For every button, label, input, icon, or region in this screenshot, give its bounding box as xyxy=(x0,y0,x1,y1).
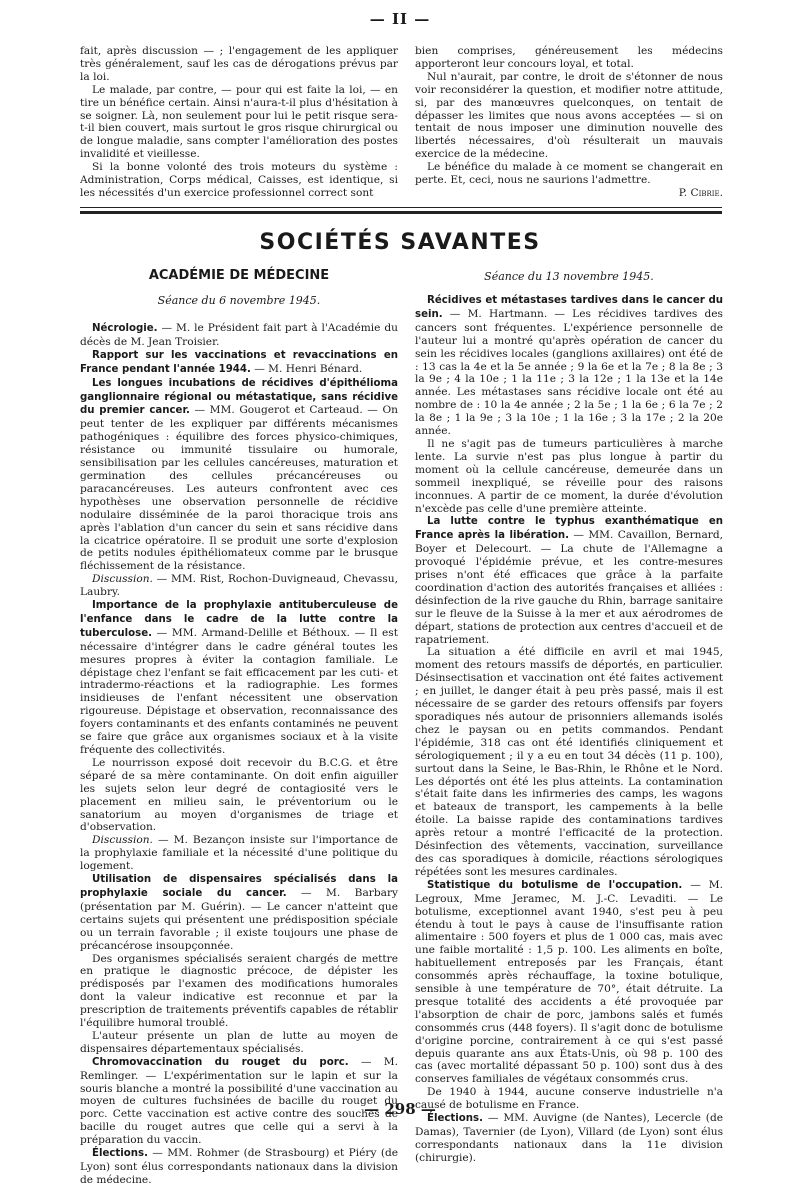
right-column xyxy=(415,294,723,1165)
article-text: — MM. Armand-Delille et Béthoux. — Il est nécessaire d'intégrer dans le cadre général toutes les mesures propres à éviter la contagion familiale. Le dépistage chez l'enfant se fait efficacement par les cuti- et intradermo-réactions et la radiographie. Les formes insidieuses de l'enfant nécessitent une observation rigoureuse. Dépistage et observation, reconnaissance des foyers contaminants et des enfants contaminés ne peuvent se faire que grâce aux organismes sociaux et à la visite fréquente des collectivités. xyxy=(80,626,398,756)
discussion xyxy=(80,573,398,599)
paragraph: Si la bonne volonté des trois moteurs du système : Administration, Corps médical, Caisses, est identique, si les nécessités d'un exercice professionnel correct sont xyxy=(80,161,398,199)
article xyxy=(80,377,398,574)
section-divider-thick xyxy=(80,211,722,214)
article-text: — M. Barbary (présentation par M. Guérin). — Le cancer n'atteint que certains sujets qui présentent une prédisposition spéciale ou un terrain favorable ; il existe toujours une phase de précancérose insoupçonnée. xyxy=(80,886,398,952)
session-date-left: Séance du 6 novembre 1945. xyxy=(157,294,321,307)
session-date-right: Séance du 13 novembre 1945. xyxy=(484,270,654,283)
paragraph: bien comprises, généreusement les médecins apporteront leur concours loyal, et total. xyxy=(415,45,723,70)
author-signature: P. Cibrie. xyxy=(678,186,723,199)
article xyxy=(415,879,723,1087)
article-text: — M. Hartmann. — Les récidives tardives des cancers sont fréquentes. L'expérience personnelle de l'auteur lui a montré qu'après opération de cancer du sein les récidives locales (ganglions axillaires) ont été de : 13 cas la 4e et la 5e année ; 9 la 6e et la 7e ; 8 la 8e ; 3 la 9e ; 4 la 10e ; 1 la 11e ; 3 la 12e ; 1 la 13e et la 14e année. Les métastases sans récidive locale ont été au nombre de : 10 la 4e année ; 2 la 5e ; 1 la 6e ; 6 la 7e ; 2 la 8e ; 1 la 9e ; 3 la 10e ; 1 la 16e ; 3 la 17e ; 2 la 20e année. xyxy=(415,307,723,438)
article-text: — MM. Rohmer (de Strasbourg) et Piéry (de Lyon) sont élus correspondants nationaux dans la division de médecine. xyxy=(80,1147,398,1186)
page-number: — 298 — xyxy=(364,1100,436,1118)
paragraph: Il ne s'agit pas de tumeurs particulières à marche lente. La survie n'est pas plus longue à partir du moment où la cellule cancéreuse, demeurée dans un sommeil inexpliqué, se réveille pour des raisons inconnues. A partir de ce moment, la durée d'évolution n'excède pas celle d'une première atteinte. xyxy=(415,437,723,515)
article-heading: Nécrologie. xyxy=(92,323,158,334)
article-heading: Utilisation de dispensaires spécialisés dans la prophylaxie sociale du cancer. xyxy=(80,874,398,899)
discussion-label: Discussion. xyxy=(92,834,153,847)
article-text: — M. Remlinger. — L'expérimentation sur le lapin et sur la souris blanche a montré la possibilité d'une vaccination au moyen de cultures fuchsinées de bacille du rouget du porc. Cette vaccination est active contre des souches de bacille du rouget autres que celle qui a servi à la préparation du vaccin. xyxy=(80,1055,399,1147)
article-text: — M. le Président fait part à l'Académie du décès de M. Jean Troisier. xyxy=(80,322,398,348)
article-text: — MM. Auvigne (de Nantes), Lecercle (de Damas), Tavernier (de Lyon), Villard (de Lyon) sont élus correspondants nationaux dans la 11e division (chirurgie). xyxy=(415,1112,723,1164)
article-heading: Importance de la prophylaxie antituberculeuse de l'enfance dans le cadre de la lutte contre la tuberculose. xyxy=(80,600,398,639)
article-heading: Élections. xyxy=(92,1148,148,1160)
top-right-column xyxy=(415,45,723,200)
article-heading: Élections. xyxy=(427,1113,483,1125)
paragraph: fait, après discussion — ; l'engagement de les appliquer très généralement, sauf les cas de dérogations prévus par la loi. xyxy=(80,45,398,83)
discussion xyxy=(80,834,398,873)
article-text: — M. Legroux, Mme Jeramec, M. J.-C. Levaditi. — Le botulisme, exceptionnel avant 1940, s'est peu à peu étendu à tout le pays à cause de l'insuffisante ration alimentaire : 500 foyers et plus de 1 000 cas, mais avec une faible mortalité : 1,5 p. 100. Les aliments en boîte, habituellement entreposés par les Français, étant consommés après réchauffage, la toxine botulique, sensible à une température de 70°, était détruite. La presque totalité des accidents a été provoquée par l'absorption de chair de porc, jambons salés et fumés consommés crus (448 foyers). Il s'agit donc de botulisme d'origine porcine, contrairement à ce qui s'est passé depuis quarante ans aux États-Unis, où 98 p. 100 des cas (avec mortalité dépassant 50 p. 100) sont dus à des conserves familiales de végétaux consommés crus. xyxy=(415,878,723,1086)
top-left-column xyxy=(80,45,398,200)
left-column xyxy=(80,322,398,1187)
article-heading: Rapport sur les vaccinations et revaccinations en France pendant l'année 1944. xyxy=(80,349,398,375)
paragraph: La situation a été difficile en avril et mai 1945, moment des retours massifs de déportés, en particulier. Désinsectisation et vaccination ont été faites activement ; en juillet, le danger était à peu près passé, mais il est nécessaire de se garder des retours offensifs par foyers sporadiques nés autour de prisonniers allemands isolés chez le paysan ou en petits commandos. Pendant l'épidémie, 318 cas ont été identifiés cliniquement et sérologiquement ; il y a eu en tout 34 décès (11 p. 100), surtout dans la Seine, le Bas-Rhin, le Rhône et le Nord. Les déportés ont été les plus atteints. La contamination s'était faite dans les infirmeries des camps, les wagons et bateaux de transport, les campements à la belle étoile. La baisse rapide des contaminations tardives après retour a montré l'efficacité de la protection. Désinfection des vêtements, vaccination, surveillance des cas sporadiques à domicile, réactions sérologiques répétées sont les mesures cardinales. xyxy=(415,646,723,878)
discussion-text: — M. Bezançon insiste sur l'importance de la prophylaxie familiale et la nécessité d'une politique du logement. xyxy=(80,834,398,873)
paragraph: De 1940 à 1944, aucune conserve industrielle n'a causé de botulisme en France. xyxy=(415,1086,723,1112)
article-heading: La lutte contre le typhus exanthématique en France après la libération. xyxy=(415,516,723,542)
article xyxy=(415,294,723,438)
paragraph: Le bénéfice du malade à ce moment se changerait en perte. Et, ceci, nous ne saurions l'admettre. xyxy=(415,161,723,187)
paragraph: Le nourrisson exposé doit recevoir du B.C.G. et être séparé de sa mère contaminante. On doit enfin aiguiller les sujets selon leur degré de contagiosité vers le placement en milieu sain, le préventorium ou le sanatorium au moyen d'organismes de triage et d'observation. xyxy=(80,756,398,834)
article-heading: Statistique du botulisme de l'occupation. xyxy=(427,879,683,891)
article-heading: Les longues incubations de récidives d'épithélioma ganglionnaire régional ou métastatique, sans récidive du premier cancer. xyxy=(80,377,398,417)
article xyxy=(415,515,723,646)
section-title: SOCIÉTÉS SAVANTES xyxy=(259,230,541,255)
article xyxy=(80,322,398,349)
article xyxy=(80,599,398,757)
page-roman-numeral: — II — xyxy=(369,10,431,28)
article-text: — MM. Gougerot et Carteaud. — On peut tenter de les expliquer par différents mécanismes pathogéniques : équilibre des forces physico-chimiques, résistance ou immunité tissulaire ou humorale, sensibilisation par les cellules cancéreuses, maturation et germination des cellules précancéreuses ou paracancéreuses. Les auteurs confrontent avec ces hypothèses une observation personnelle de récidive nodulaire disséminée de la paroi thoracique trois ans après l'ablation d'un cancer du sein et sans récidive dans la cicatrice opératoire. Il se produit une sorte d'explosion de petits nodules épithéliomateux comme par le brusque fléchissement de la résistance. xyxy=(80,404,398,573)
article-heading: Chromovaccination du rouget du porc. xyxy=(92,1056,349,1068)
paragraph: Le malade, par contre, — pour qui est faite la loi, — en tire un bénéfice certain. Ainsi n'aura-t-il plus d'hésitation à se soigner. Là, non seulement pour lui le petit risque sera-t-il bien couvert, mais surtout le gros risque chirurgical ou de longue maladie, sans compter l'amélioration des postes invalidité et vieillesse. xyxy=(80,83,398,161)
article xyxy=(80,873,398,952)
article xyxy=(80,1147,398,1187)
paragraph: Des organismes spécialisés seraient chargés de mettre en pratique le diagnostic précoce, de dépister les prédisposés par l'examen des modifications humorales dont la valeur indicative est reconnue et par la prescription de traitements préventifs capables de rétablir l'équilibre humoral troublé. xyxy=(80,952,398,1030)
article-heading: Récidives et métastases tardives dans le cancer du sein. xyxy=(415,295,723,320)
paragraph: Nul n'aurait, par contre, le droit de s'étonner de nous voir reconsidérer la question, et modifier notre attitude, si, par des manœuvres quelconques, on tentait de dépasser les limites que nous avons acceptées — si on tentait de nous imposer une diminution nouvelle des libertés nécessaires, d'où résulterait un mauvais exercice de la médecine. xyxy=(415,70,723,161)
discussion-text: — MM. Rist, Rochon-Duvigneaud, Chevassu, Laubry. xyxy=(80,573,398,599)
article-text: — MM. Cavaillon, Bernard, Boyer et Delecourt. — La chute de l'Allemagne a provoqué l'épidémie prévue, et les contre-mesures prises n'ont été efficaces que grâce à la parfaite coordination d'action des autorités françaises et alliées : désinfection de la rive gauche du Rhin, barrage sanitaire sur le fleuve de la Suisse à la mer et aux aérodromes de départ, stations de protection aux centres d'accueil et de rapatriement. xyxy=(415,529,723,646)
discussion-label: Discussion. xyxy=(92,573,153,586)
article xyxy=(415,1112,723,1165)
article-text: — M. Henri Bénard. xyxy=(250,362,363,375)
academy-heading: ACADÉMIE DE MÉDECINE xyxy=(148,268,330,283)
article xyxy=(80,349,398,377)
section-divider-thin xyxy=(80,207,722,208)
paragraph: L'auteur présente un plan de lutte au moyen de dispensaires départementaux spécialisés. xyxy=(80,1029,398,1055)
